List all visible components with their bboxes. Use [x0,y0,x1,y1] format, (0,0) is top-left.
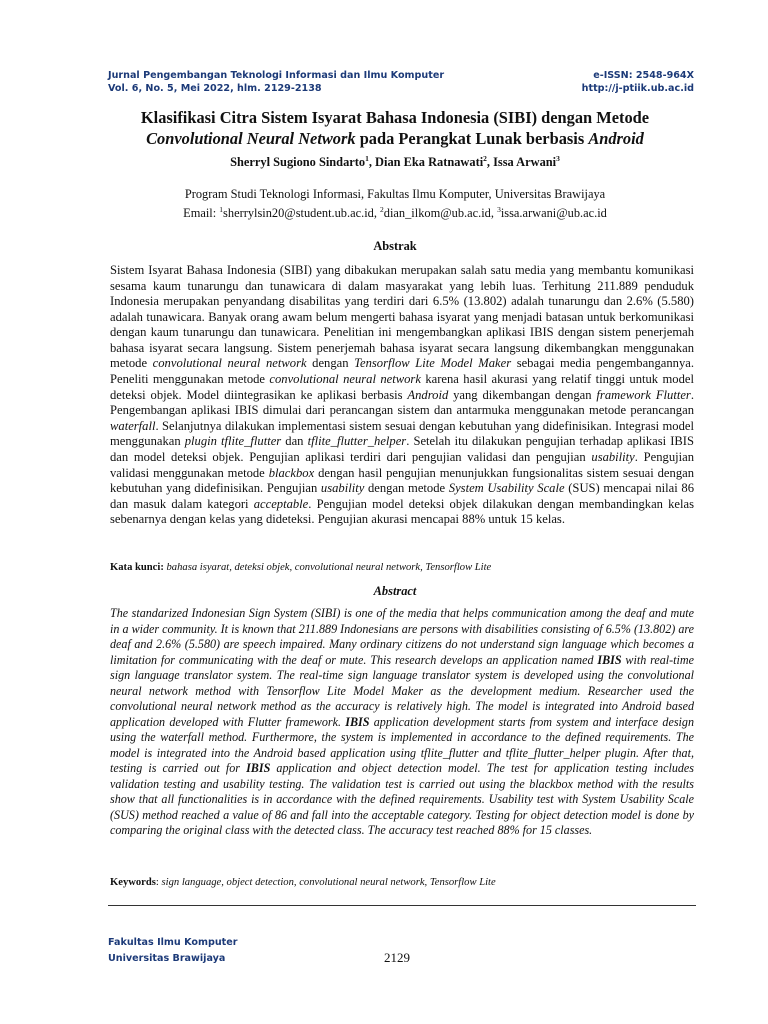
affiliation: Program Studi Teknologi Informasi, Fakultas Ilmu Komputer, Universitas Brawijaya [184,187,606,201]
abstrak-text: plugin tflite_flutter [184,434,282,449]
abstract-text: IBIS [345,714,370,729]
journal-url[interactable]: http://j-ptiik.ub.ac.id [581,83,694,94]
abstrak-text: (SUS) mencapai nilai 86 dan masuk dalam kategori [110,481,694,511]
author-sep: , [486,155,494,170]
journal-name: Jurnal Pengembangan Teknologi Informasi dan Ilmu Komputer [108,70,445,81]
abstrak-text: . Pengujian validasi menggunakan metode [110,449,694,480]
author-sep: , [368,155,376,170]
abstract-text: application and object detection model. The test for application testing includes validation testing and usability testing. The validation test is carried out using the blackbox method with the results show that all functionalities is in accordance with the defined requirements. Usability test with System Usability Scale (SUS) method reached a value of 86 and fall into the acceptable category. Testing for object detection model is done by comparing the original class with the detected class. The accuracy test reached 88% for 15 classes. [110,761,694,838]
abstrak-text: . Pengujian model deteksi objek dilakukan dengan membandingkan kelas sebenarnya dengan kelas yang dideteksi. Pengujian akurasi mencapai 88% untuk 15 kelas. [110,496,694,527]
email-sup: 1 [219,205,224,214]
email-sep: , [373,206,381,221]
abstrak-text: yang dikembangan dengan [448,387,597,402]
author-name: Dian Eka Ratnawati [375,155,484,170]
footer-divider [108,905,696,906]
email-address: issa.arwani@ub.ac.id [500,206,607,221]
title-italic-cnn: Convolutional Neural Network [146,129,356,148]
abstrak-text: usability [591,449,635,464]
abstrak-text: System Usability Scale [448,481,565,496]
footer-affiliation [108,935,237,967]
kata-kunci-text: bahasa isyarat, deteksi objek, convolutional neural network, Tensorflow Lite [163,562,492,573]
abstrak-text: blackbox [268,465,315,480]
title-italic-android: Android [588,129,644,148]
title-line-2 [80,128,710,149]
abstrak-text: framework Flutter [596,387,691,402]
abstrak-body [110,263,694,528]
abstrak-text: sebagai media pengembangannya. Peneliti menggunakan metode [110,356,694,387]
paper-title [80,107,710,149]
abstrak-text: Tensorflow Lite Model Maker [354,356,512,371]
email-sep: , [490,206,498,221]
header-right [582,69,694,95]
abstrak-text: convolutional neural network [152,356,307,371]
abstrak-text: dengan hasil pengujian menunjukkan fungsionalitas sistem sesuai dengan kebutuhan yang didefinisikan. Pengujian [110,465,695,496]
abstrak-text: karena hasil akurasi yang relatif tinggi untuk model deteksi objek. Model diintegrasikan ke aplikasi berbasis [110,372,694,402]
affiliation-block [80,186,710,221]
page-number: 2129 [384,950,410,965]
abstrak-text: dengan [306,356,355,371]
title-line-1: Klasifikasi Citra Sistem Isyarat Bahasa Indonesia (SIBI) dengan Metode [140,108,650,127]
header-left [108,69,444,95]
abstract-heading: Abstract [373,584,417,598]
keywords-label: Keywords [110,877,156,888]
email-address: sherrylsin20@student.ub.ac.id [223,206,374,221]
abstrak-text: Android [407,387,449,402]
abstrak-text: acceptable [253,496,309,511]
abstract-text: IBIS [246,761,271,776]
author-name: Sherryl Sugiono Sindarto [230,155,366,170]
abstract-text: The standarized Indonesian Sign System (SIBI) is one of the media that helps communication among the deaf and mute in a wider community. It is known that 211.889 Indonesians are persons with disabilities consisting of 6.5% (13.802) are deaf and 2.6% (5.580) are speech impaired. Many ordinary citizens do not understand sign language which becomes a limitation for communicating with the deaf or mute. This research develops an application named [110,606,694,667]
abstrak-text: usability [320,481,365,496]
author-list [80,154,710,170]
keywords-text: sign language, object detection, convolutional neural network, Tensorflow Lite [158,877,496,888]
kata-kunci [110,562,694,573]
abstrak-text: . Setelah itu dilakukan pengujian terhadap aplikasi IBIS dan model deteksi objek. Pengujian aplikasi terdiri dari pengujian validasi dan pengujian [110,434,695,464]
abstrak-text: . Pengembangan aplikasi IBIS dimulai dari perancangan sistem dan antarmuka menggunakan metode perancangan [110,387,694,418]
abstrak-text: tflite_flutter_helper [307,434,407,449]
title-mid: pada Perangkat Lunak berbasis [355,129,589,148]
abstract-text: application development starts from system and interface design using the waterfall method. Furthermore, the system is implemented in accordance to the defined requirements. The model is integrated into the Android based application using tflite_flutter and tflite_flutter_helper plugin. After that, testing is carried out for [110,714,694,776]
email-sup: 2 [380,205,384,214]
abstrak-heading: Abstrak [373,239,417,253]
kata-kunci-label: Kata kunci: [110,562,164,573]
abstrak-text: Sistem Isyarat Bahasa Indonesia (SIBI) yang dibakukan merupakan salah satu media yang membantu komunikasi sesama kaum tunarungu dan tunawicara di dalam masyarakat yang lebih luas. Terhitung 211.889 penduduk Indonesia merupakan penyandang disabilitas yang terdiri dari 6.5% (13.802) adalah tunarungu dan 2.6% (5.580) adalah tunawicara. Banyak orang awam belum mengerti bahasa isyarat yang menjadi batasan untuk berkomunikasi dengan kaum tunarungu dan tunawicara. Penelitian ini mengembangkan aplikasi IBIS dengan sistem penerjemah bahasa isyarat secara langsung. Sistem penerjemah bahasa isyarat secara langsung dikembangkan menggunakan metode [110,263,694,371]
journal-eissn: e-ISSN: 2548-964X [593,70,694,81]
abstrak-text: dan [281,434,308,449]
abstrak-text: convolutional neural network [269,372,421,387]
footer-university: Universitas Brawijaya [108,953,226,964]
email-label: Email: [183,206,220,221]
keywords-colon: : [155,877,159,888]
author-sup: 2 [483,154,487,163]
email-sup: 3 [497,205,501,214]
abstrak-text: dengan metode [364,481,449,496]
author-name: Issa Arwani [493,155,557,170]
running-header [108,69,694,97]
abstrak-text: waterfall [110,418,156,433]
footer-faculty: Fakultas Ilmu Komputer [108,937,238,948]
abstract-body [110,606,694,839]
keywords [110,877,694,888]
abstract-text: with real-time sign language translator system. The real-time sign language translator system is developed using the convolutional neural network method with Tensorflow Lite Model Maker as the development medium. Researcher used the convolutional neural network method as the accuracy is relatively high. The model is integrated into Android based application developed with Flutter framework. [110,652,694,729]
email-line [80,202,710,221]
abstrak-text: . Selanjutnya dilakukan implementasi sistem sesuai dengan kebutuhan yang didefinisikan. Integrasi model menggunakan [110,418,694,449]
journal-volume: Vol. 6, No. 5, Mei 2022, hlm. 2129-2138 [108,83,322,94]
author-sup: 1 [365,154,369,163]
email-address: dian_ilkom@ub.ac.id [383,206,491,221]
abstract-text: IBIS [597,652,622,667]
author-sup: 3 [556,154,560,163]
